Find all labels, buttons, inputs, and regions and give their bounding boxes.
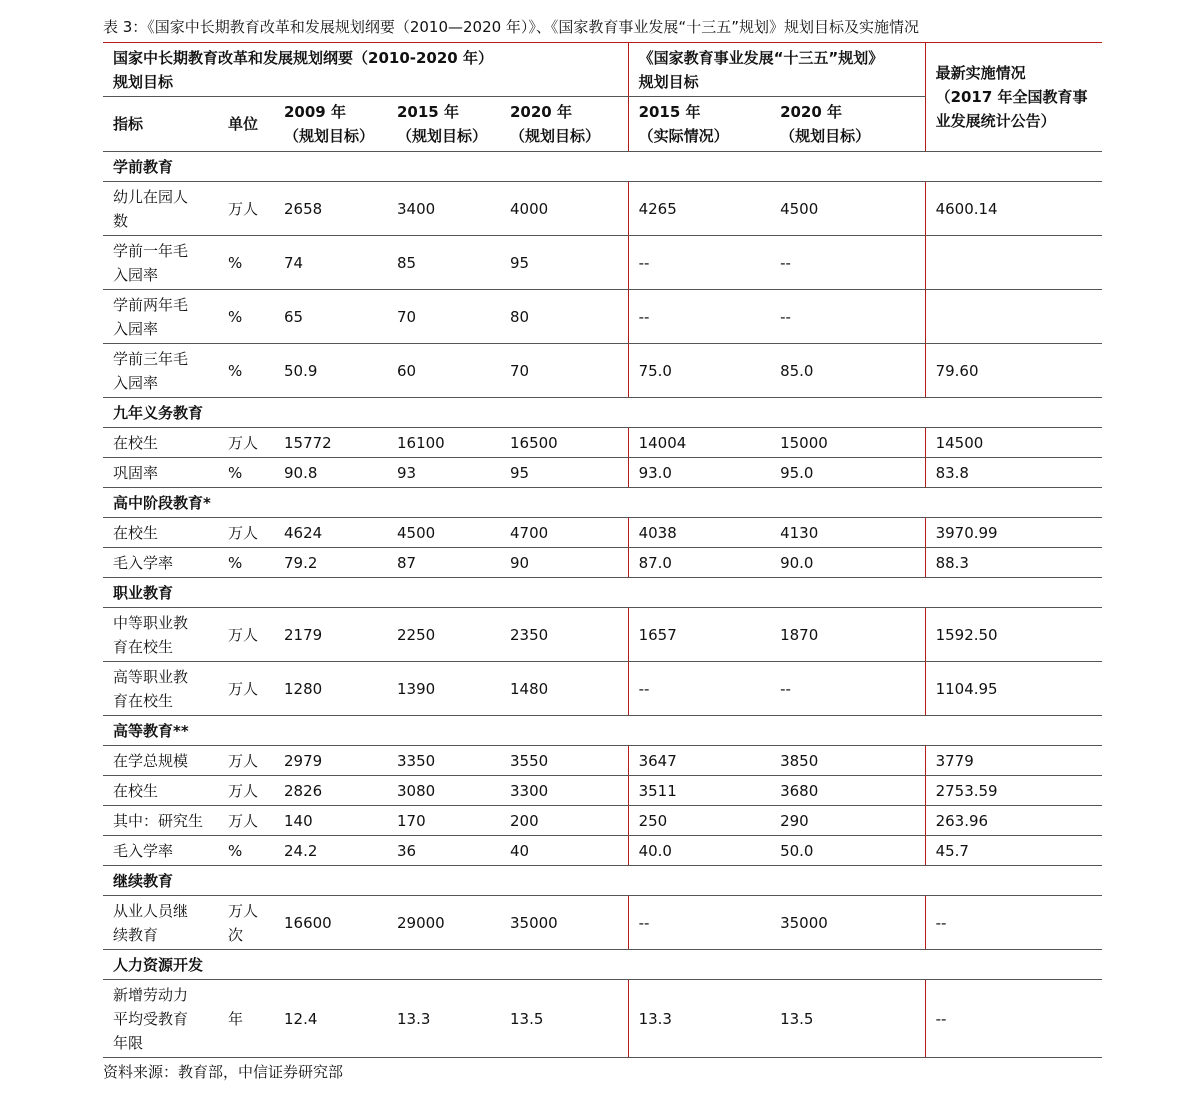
value-2009-target: 50.9	[274, 344, 387, 398]
value-2020-target: 95	[500, 236, 628, 290]
unit-cell: %	[218, 836, 274, 866]
value-2020-plan: 4130	[770, 518, 925, 548]
value-2009-target: 1280	[274, 662, 387, 716]
unit-cell: 万人	[218, 182, 274, 236]
value-latest: --	[925, 980, 1102, 1058]
value-2020-plan: 85.0	[770, 344, 925, 398]
unit-cell: 万人 次	[218, 896, 274, 950]
section-title: 高等教育**	[103, 716, 1102, 746]
value-2020-target: 1480	[500, 662, 628, 716]
value-latest: 88.3	[925, 548, 1102, 578]
section-title: 九年义务教育	[103, 398, 1102, 428]
value-2015-actual: 3511	[628, 776, 770, 806]
value-2015-target: 93	[387, 458, 500, 488]
value-2009-target: 2658	[274, 182, 387, 236]
value-2015-actual: --	[628, 236, 770, 290]
table-row	[103, 980, 1102, 1058]
table-row	[103, 746, 1102, 776]
table-row	[103, 608, 1102, 662]
table-row	[103, 344, 1102, 398]
value-latest: 45.7	[925, 836, 1102, 866]
value-latest: 263.96	[925, 806, 1102, 836]
indicator-name: 学前两年毛 入园率	[103, 290, 218, 344]
indicator-name: 在校生	[103, 776, 218, 806]
header-group-outline: 国家中长期教育改革和发展规划纲要（2010-2020 年） 规划目标	[103, 43, 628, 97]
value-2015-target: 13.3	[387, 980, 500, 1058]
indicator-name: 从业人员继 续教育	[103, 896, 218, 950]
value-2015-actual: --	[628, 290, 770, 344]
value-latest: 3970.99	[925, 518, 1102, 548]
indicator-name: 巩固率	[103, 458, 218, 488]
value-2020-plan: --	[770, 662, 925, 716]
value-2020-plan: 4500	[770, 182, 925, 236]
table-row	[103, 836, 1102, 866]
unit-cell: 万人	[218, 776, 274, 806]
value-latest: 79.60	[925, 344, 1102, 398]
value-2009-target: 2979	[274, 746, 387, 776]
value-2020-plan: 50.0	[770, 836, 925, 866]
value-2015-target: 2250	[387, 608, 500, 662]
table-row	[103, 548, 1102, 578]
value-2009-target: 90.8	[274, 458, 387, 488]
section-title: 学前教育	[103, 152, 1102, 182]
value-2015-actual: 4265	[628, 182, 770, 236]
value-2015-target: 4500	[387, 518, 500, 548]
table-row	[103, 662, 1102, 716]
indicator-name: 学前三年毛 入园率	[103, 344, 218, 398]
value-2015-actual: 3647	[628, 746, 770, 776]
unit-cell: 万人	[218, 518, 274, 548]
value-2015-actual: --	[628, 662, 770, 716]
value-2015-actual: 87.0	[628, 548, 770, 578]
table-row	[103, 518, 1102, 548]
value-2020-target: 4700	[500, 518, 628, 548]
indicator-name: 新增劳动力 平均受教育 年限	[103, 980, 218, 1058]
unit-cell: %	[218, 290, 274, 344]
value-latest: 2753.59	[925, 776, 1102, 806]
table-row	[103, 290, 1102, 344]
value-2020-target: 40	[500, 836, 628, 866]
unit-cell: %	[218, 236, 274, 290]
value-2020-plan: --	[770, 236, 925, 290]
value-2015-target: 36	[387, 836, 500, 866]
value-2015-actual: 1657	[628, 608, 770, 662]
unit-cell: 万人	[218, 746, 274, 776]
value-2015-target: 3400	[387, 182, 500, 236]
indicator-name: 高等职业教 育在校生	[103, 662, 218, 716]
section-title: 继续教育	[103, 866, 1102, 896]
value-2020-plan: 15000	[770, 428, 925, 458]
value-2015-target: 87	[387, 548, 500, 578]
unit-cell: %	[218, 344, 274, 398]
indicator-name: 在学总规模	[103, 746, 218, 776]
header-indicator: 指标	[103, 97, 218, 152]
value-2009-target: 2826	[274, 776, 387, 806]
value-2015-actual: 4038	[628, 518, 770, 548]
table-row	[103, 182, 1102, 236]
value-2015-target: 3350	[387, 746, 500, 776]
value-2009-target: 15772	[274, 428, 387, 458]
value-latest: 3779	[925, 746, 1102, 776]
value-2015-actual: 75.0	[628, 344, 770, 398]
unit-cell: %	[218, 458, 274, 488]
unit-cell: 万人	[218, 662, 274, 716]
section-title: 高中阶段教育*	[103, 488, 1102, 518]
value-2009-target: 74	[274, 236, 387, 290]
header-latest-implementation: 最新实施情况 （2017 年全国教育事 业发展统计公告）	[925, 43, 1102, 152]
unit-cell: %	[218, 548, 274, 578]
value-2020-plan: --	[770, 290, 925, 344]
value-latest: --	[925, 896, 1102, 950]
value-2015-target: 85	[387, 236, 500, 290]
section-row	[103, 866, 1102, 896]
table-caption: 表 3：《国家中长期教育改革和发展规划纲要（2010—2020 年）》、《国家教育事业发展“十三五”规划》规划目标及实施情况	[103, 18, 919, 36]
value-2020-target: 95	[500, 458, 628, 488]
unit-cell: 万人	[218, 806, 274, 836]
table-row	[103, 458, 1102, 488]
value-2020-plan: 95.0	[770, 458, 925, 488]
unit-cell: 万人	[218, 608, 274, 662]
indicator-name: 幼儿在园人 数	[103, 182, 218, 236]
value-2020-target: 2350	[500, 608, 628, 662]
value-2015-actual: 14004	[628, 428, 770, 458]
value-2020-plan: 3680	[770, 776, 925, 806]
value-2020-plan: 90.0	[770, 548, 925, 578]
education-plan-table	[103, 42, 1102, 1058]
indicator-name: 其中：研究生	[103, 806, 218, 836]
value-2009-target: 140	[274, 806, 387, 836]
unit-cell: 年	[218, 980, 274, 1058]
value-2020-target: 90	[500, 548, 628, 578]
value-2015-target: 16100	[387, 428, 500, 458]
value-2009-target: 65	[274, 290, 387, 344]
value-2020-target: 35000	[500, 896, 628, 950]
value-2009-target: 4624	[274, 518, 387, 548]
table-row	[103, 776, 1102, 806]
value-2015-target: 3080	[387, 776, 500, 806]
unit-cell: 万人	[218, 428, 274, 458]
indicator-name: 学前一年毛 入园率	[103, 236, 218, 290]
value-2020-plan: 290	[770, 806, 925, 836]
value-2015-target: 170	[387, 806, 500, 836]
value-2015-target: 1390	[387, 662, 500, 716]
value-2020-target: 3550	[500, 746, 628, 776]
header-2020-target: 2020 年 （规划目标）	[500, 97, 628, 152]
value-2009-target: 2179	[274, 608, 387, 662]
value-latest: 83.8	[925, 458, 1102, 488]
header-2015-target: 2015 年 （规划目标）	[387, 97, 500, 152]
table-row	[103, 896, 1102, 950]
value-2020-plan: 35000	[770, 896, 925, 950]
value-latest: 1592.50	[925, 608, 1102, 662]
header-2009-target: 2009 年 （规划目标）	[274, 97, 387, 152]
indicator-name: 中等职业教 育在校生	[103, 608, 218, 662]
value-latest	[925, 236, 1102, 290]
indicator-name: 毛入学率	[103, 548, 218, 578]
section-row	[103, 578, 1102, 608]
value-2020-plan: 13.5	[770, 980, 925, 1058]
value-2020-target: 4000	[500, 182, 628, 236]
header-unit: 单位	[218, 97, 274, 152]
value-2009-target: 24.2	[274, 836, 387, 866]
section-row	[103, 398, 1102, 428]
value-2020-target: 200	[500, 806, 628, 836]
value-2009-target: 16600	[274, 896, 387, 950]
value-2020-target: 13.5	[500, 980, 628, 1058]
indicator-name: 在校生	[103, 428, 218, 458]
value-2015-actual: 250	[628, 806, 770, 836]
value-2015-actual: 93.0	[628, 458, 770, 488]
indicator-name: 毛入学率	[103, 836, 218, 866]
value-2015-actual: 40.0	[628, 836, 770, 866]
header-2015-actual: 2015 年 （实际情况）	[628, 97, 770, 152]
section-title: 人力资源开发	[103, 950, 1102, 980]
value-2015-target: 70	[387, 290, 500, 344]
value-2020-target: 80	[500, 290, 628, 344]
table-row	[103, 236, 1102, 290]
table-row	[103, 806, 1102, 836]
indicator-name: 在校生	[103, 518, 218, 548]
header-row-group	[103, 43, 1102, 97]
section-row	[103, 950, 1102, 980]
value-latest	[925, 290, 1102, 344]
value-2020-target: 16500	[500, 428, 628, 458]
value-2020-target: 70	[500, 344, 628, 398]
header-2020-plan: 2020 年 （规划目标）	[770, 97, 925, 152]
value-latest: 4600.14	[925, 182, 1102, 236]
section-title: 职业教育	[103, 578, 1102, 608]
value-2020-target: 3300	[500, 776, 628, 806]
value-2015-target: 60	[387, 344, 500, 398]
value-latest: 14500	[925, 428, 1102, 458]
value-2009-target: 12.4	[274, 980, 387, 1058]
value-2020-plan: 1870	[770, 608, 925, 662]
section-row	[103, 488, 1102, 518]
value-2020-plan: 3850	[770, 746, 925, 776]
source-note: 资料来源：教育部，中信证券研究部	[103, 1063, 344, 1081]
section-row	[103, 152, 1102, 182]
value-latest: 1104.95	[925, 662, 1102, 716]
value-2009-target: 79.2	[274, 548, 387, 578]
header-group-13th-plan: 《国家教育事业发展“十三五”规划》 规划目标	[628, 43, 925, 97]
value-2015-actual: 13.3	[628, 980, 770, 1058]
table-row	[103, 428, 1102, 458]
value-2015-target: 29000	[387, 896, 500, 950]
value-2015-actual: --	[628, 896, 770, 950]
section-row	[103, 716, 1102, 746]
